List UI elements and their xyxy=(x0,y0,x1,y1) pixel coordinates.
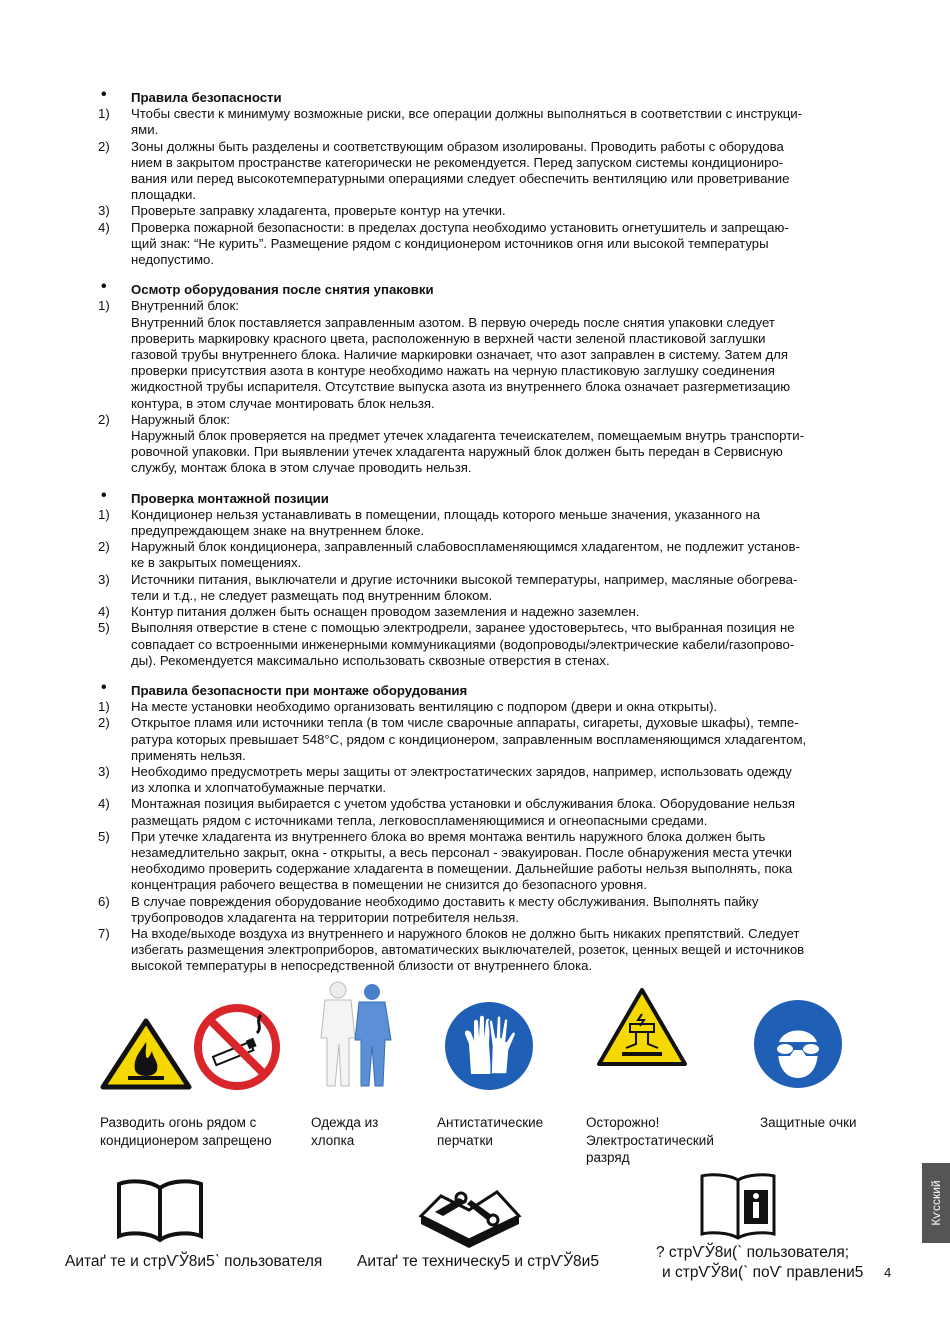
list-item: 1) Чтобы свести к минимуму возможные риски, все операции должны выполняться в соответствии с инструкци- ями. xyxy=(98,106,803,138)
user-manual-book-icon xyxy=(115,1178,205,1242)
list-item: 3) Проверьте заправку хладагента, проверьте контур на утечки. xyxy=(98,203,506,219)
no-smoking-icon xyxy=(193,1003,281,1091)
list-item: 2) Наружный блок кондиционера, заправленный слабовоспламеняющимся хладагентом, не подлежит установ- ке в закрытых помещениях. xyxy=(98,539,800,571)
goggles-caption: Защитные очки xyxy=(760,1115,857,1130)
list-item: 1) Внутренний блок: Внутренний блок поставляется заправленным азотом. В первую очередь после снятия упаковки следует проверить маркировку красного цвета, расположенную в верхней части зеленой пластиковой заглушки газовой трубы внутреннего блока. Наличие маркировки означает, что азот заправлен в систему. Затем для проверки присутствия азота в контуре необходимо нажать на черную пластиковую заглушку соединения жидкостной трубы испарителя. Отсутствие выпуска азота из внутреннего блока означает разгерметизацию контура, в этом случае монтировать блок нельзя. xyxy=(98,298,791,411)
fire-caption: Разводить огонь рядом с кондиционером запрещено xyxy=(100,1115,272,1148)
section-mounting-position xyxy=(98,486,873,669)
section-safety-rules xyxy=(98,86,873,268)
list-item: 6) В случае повреждения оборудование необходимо доставить к месту обслуживания. Выполнять пайку трубопроводов хладагента на территории потребителя нельзя. xyxy=(98,893,759,925)
section-title: Осмотр оборудования после снятия упаковки xyxy=(131,282,434,298)
list-item: 2) Открытое пламя или источники тепла (в том числе сварочные аппараты, сигареты, духовые шкафы), темпе- ратура которых превышает 548°C, рядом с кондиционером, заправленным воспламеняющимся хладагентом, применять нельзя. xyxy=(98,715,807,763)
list-item: 1) Кондиционер нельзя устанавливать в помещении, площадь которого меньше значения, указанного на предупреждающем знаке на внутреннем блоке. xyxy=(98,506,761,539)
tech-manual-caption: Аитаґ те техническу5 и стрѴЎ8и5 xyxy=(357,1253,599,1270)
section-title: Проверка монтажной позиции xyxy=(131,490,329,506)
technical-manual-icon xyxy=(411,1176,529,1250)
list-item: 2) Наружный блок: Наружный блок проверяется на предмет утечек хладагента течеискателем, помещаемым внутрь транспорти- ровочной упаковки. При выявлении утечек хладагента наружный блок должен быть передан в Сервисную службу, монтаж блока в этом случае проводить нельзя. xyxy=(98,411,804,476)
antistatic-gloves-icon xyxy=(443,1000,535,1092)
clothes-caption: Одежда из хлопка xyxy=(311,1115,379,1148)
section-title: Правила безопасности xyxy=(131,90,282,105)
cotton-clothing-icon xyxy=(305,978,405,1090)
gloves-caption: Антистатические перчатки xyxy=(437,1115,544,1148)
static-caption: Осторожно! Электростатический разряд xyxy=(586,1115,714,1165)
list-item: 7) На входе/выходе воздуха из внутреннего и наружного блоков не должно быть никаких препятствий. Следует избегать размещения электроприборов, автоматических выключателей, розеток, ценных вещей и источников высокой температуры в непосредственной близости от внутреннего блока. xyxy=(98,925,805,974)
list-item: 4) Монтажная позиция выбирается с учетом удобства установки и обслуживания блока. Оборудование нельзя размещать рядом с источниками тепла, легковоспламеняющимися и огнеопасными средами. xyxy=(98,796,796,828)
safety-goggles-icon xyxy=(752,998,844,1090)
flammable-warning-icon xyxy=(100,1018,192,1090)
list-item: 2) Зоны должны быть разделены и соответствующим образом изолированы. Проводить работы с оборудова нием в закрытом пространстве категорически не рекомендуется. Перед запуском системы кондициониро- вания или перед высокотемпературными операциями следует обеспечить вентиляцию или проветривание площадки. xyxy=(98,138,790,203)
bullet: • xyxy=(101,278,107,296)
section-installation-safety xyxy=(98,678,873,975)
info-manual-caption: ? стрѴЎ8и(ˋ пользователя; и стрѴЎ8и(ˋ поѴ правлени5 xyxy=(656,1244,864,1281)
section-title: Правила безопасности при монтаже оборудования xyxy=(131,682,468,698)
bullet: • xyxy=(101,86,107,103)
page-number: 4 xyxy=(884,1265,892,1280)
info-manual-icon xyxy=(698,1172,778,1240)
electrostatic-warning-icon xyxy=(596,986,688,1068)
list-item: 3) Необходимо предусмотреть меры защиты от электростатических зарядов, например, использовать одежду из хлопка и хлопчатобумажные перчатки. xyxy=(98,763,792,796)
list-item: 1) На месте установки необходимо организовать вентиляцию с подпором (двери и окна открыты). xyxy=(98,699,718,715)
list-item: 4) Контур питания должен быть оснащен проводом заземления и надежно заземлен. xyxy=(98,604,640,620)
list-item: 4) Проверка пожарной безопасности: в пределах доступа необходимо установить огнетушитель и запрещаю- щий знак: “Не курить”. Размещение рядом с кондиционером источников огня или высокой температуры недопустимо. xyxy=(98,219,789,268)
user-manual-caption: Аитаґ те и стрѴЎ8и5ˋ пользователя xyxy=(65,1253,323,1270)
list-item: 5) При утечке хладагента из внутреннего блока во время монтажа вентиль наружного блока должен быть незамедлительно закрыт, окна - открыты, а весь персонал - эвакуирован. После обнаружения места утечки необходимо проверить содержание хладагента в помещении. Дальнейшие работы нельзя выполнять, пока концентрация рабочего вещества в помещении не снизится до безопасного уровня. xyxy=(98,828,793,893)
language-tab: Кѵсский xyxy=(922,1163,950,1243)
list-item: 3) Источники питания, выключатели и другие источники высокой температуры, например, масляные обогрева- тели и т.д., не следует размещать под внутренним блоком. xyxy=(98,571,798,603)
bullet: • xyxy=(101,486,107,504)
section-unpacking-inspection xyxy=(98,278,873,476)
bullet: • xyxy=(101,678,107,696)
document-body xyxy=(98,86,873,989)
list-item: 5) Выполняя отверстие в стене с помощью электродрели, заранее удостоверьтесь, что выбранная позиция не совпадает со встроенными инженерными коммуникациями (водопроводы/электрические кабели/газопрово- ды). Рекомендуется максимально использовать сквозные отверстия в стенах. xyxy=(98,620,795,668)
